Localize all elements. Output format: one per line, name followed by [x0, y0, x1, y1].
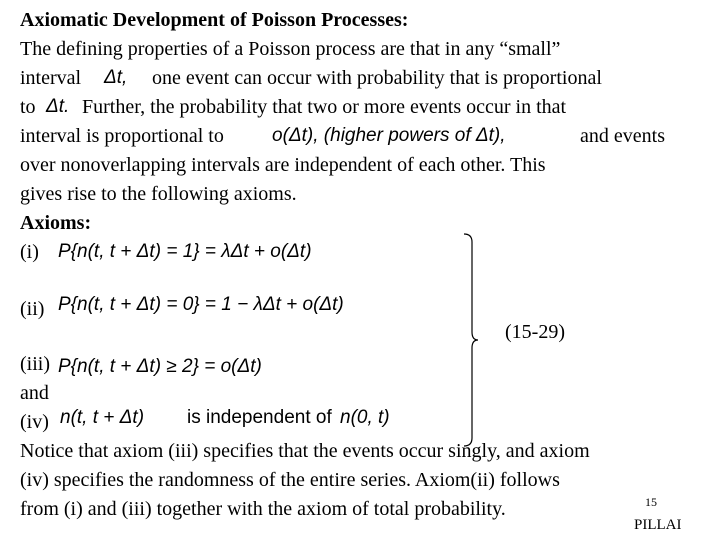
author-footer: PILLAI	[634, 517, 682, 533]
math-o-delta-t: o(Δt), (higher powers of Δt),	[272, 125, 506, 146]
paragraph-line-5: over nonoverlapping intervals are independent of each other. This	[20, 154, 546, 176]
paragraph-line-4-start: interval is proportional to	[20, 125, 224, 147]
axiom-label-iii: (iii)	[20, 353, 50, 375]
notice-line-3: from (i) and (iii) together with the axiom of total probability.	[20, 498, 506, 520]
axiom-label-i: (i)	[20, 241, 39, 263]
paragraph-line-6: gives rise to the following axioms.	[20, 183, 297, 205]
paragraph-line-3-start: to	[20, 96, 36, 118]
axiom-iv-text: is independent of	[187, 407, 332, 428]
paragraph-line-2-start: interval	[20, 67, 82, 89]
axioms-heading: Axioms:	[20, 212, 92, 234]
and-word: and	[20, 382, 49, 404]
math-delta-t: Δt.	[46, 96, 70, 117]
equation-number: (15-29)	[505, 321, 565, 343]
slide-title: Axiomatic Development of Poisson Processes:	[20, 9, 409, 31]
axiom-label-iv: (iv)	[20, 411, 49, 433]
axiom-iv-formula-2: n(0, t)	[340, 407, 390, 428]
math-delta-t: Δt,	[104, 67, 128, 88]
axiom-iii-formula: P{n(t, t + Δt) ≥ 2} = o(Δt)	[58, 356, 262, 377]
axiom-ii-formula: P{n(t, t + Δt) = 0} = 1 − λΔt + o(Δt)	[58, 294, 344, 315]
paragraph-line-2-end: one event can occur with probability that is proportional	[152, 67, 602, 89]
axiom-iv-formula: n(t, t + Δt)	[60, 407, 145, 428]
axiom-i-formula: P{n(t, t + Δt) = 1} = λΔt + o(Δt)	[58, 241, 312, 262]
notice-line-1: Notice that axiom (iii) specifies that the events occur singly, and axiom	[20, 440, 590, 462]
axiom-label-ii: (ii)	[20, 298, 45, 320]
paragraph-line-1: The defining properties of a Poisson process are that in any “small”	[20, 38, 561, 60]
notice-line-2: (iv) specifies the randomness of the entire series. Axiom(ii) follows	[20, 469, 560, 491]
page-number: 15	[645, 495, 657, 509]
right-brace-icon	[450, 230, 480, 450]
paragraph-line-4-end: and events	[580, 125, 665, 147]
paragraph-line-3-end: Further, the probability that two or more events occur in that	[82, 96, 567, 118]
